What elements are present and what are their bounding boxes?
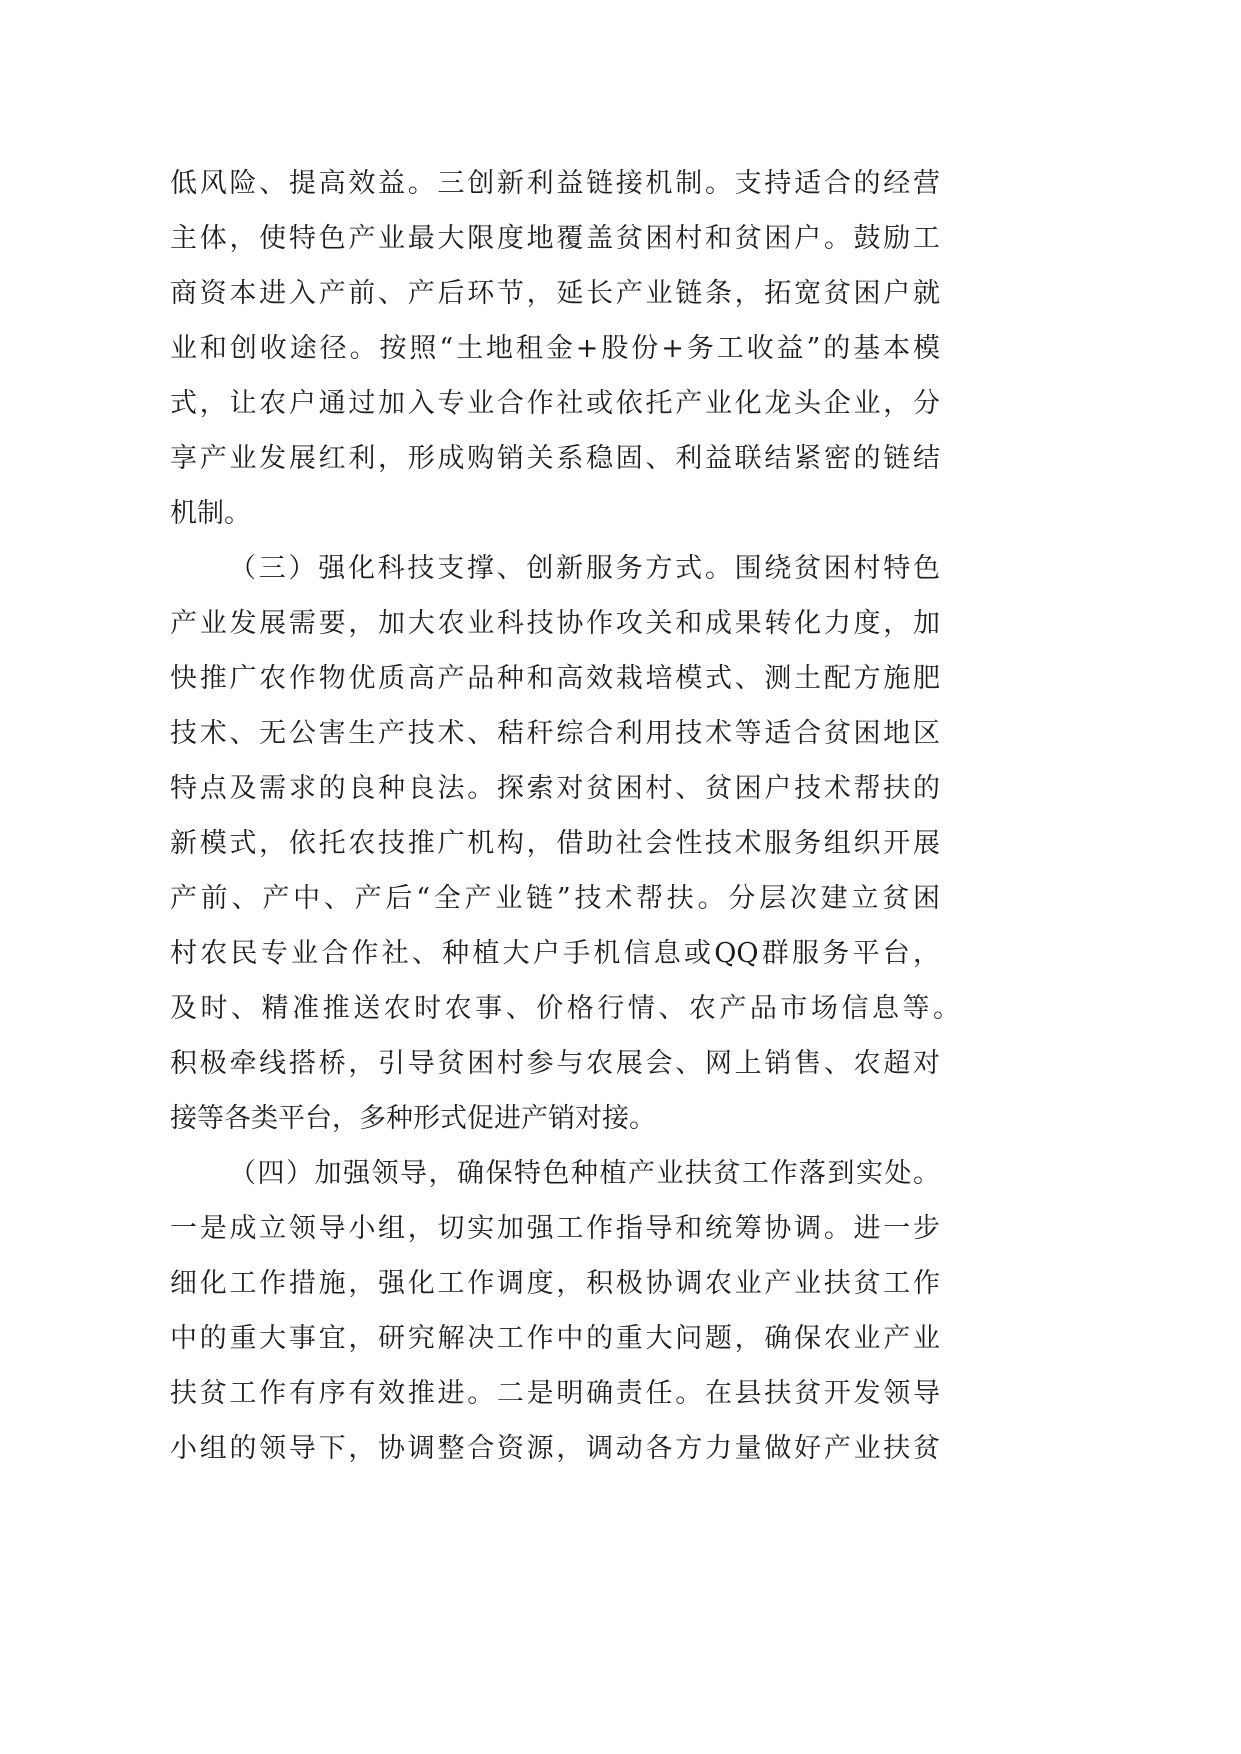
text-line: 细化工作措施，强化工作调度，积极协调农业产业扶贫工作 [170, 1268, 940, 1299]
text-line: 低风险、提高效益。三创新利益链接机制。支持适合的经营 [170, 168, 940, 199]
paragraph-section-3 [170, 541, 970, 1146]
text-line: 业和创收途径。按照“土地租金+股份+务工收益”的基本模 [170, 333, 940, 364]
text-line: 积极牵线搭桥，引导贫困村参与农展会、网上销售、农超对 [170, 1048, 940, 1079]
text-line: 式，让农户通过加入专业合作社或依托产业化龙头企业，分 [170, 388, 940, 419]
text-line: 产业发展需要，加大农业科技协作攻关和成果转化力度，加 [170, 608, 940, 639]
text-line: 享产业发展红利，形成购销关系稳固、利益联结紧密的链结 [170, 443, 940, 474]
text-line: 机制。 [170, 498, 251, 529]
text-line: 快推广农作物优质高产品种和高效栽培模式、测土配方施肥 [170, 663, 940, 694]
section-heading-line: （四）加强领导，确保特色种植产业扶贫工作落到实处。 [229, 1158, 940, 1189]
text-line: 特点及需求的良种良法。探索对贫困村、贫困户技术帮扶的 [170, 773, 940, 804]
text-line: 接等各类平台，多种形式促进产销对接。 [170, 1103, 656, 1134]
text-line: 技术、无公害生产技术、秸秆综合利用技术等适合贫困地区 [170, 718, 940, 749]
text-line: 及时、精准推送农时农事、价格行情、农产品市场信息等。 [170, 993, 960, 1024]
text-line: 小组的领导下，协调整合资源，调动各方力量做好产业扶贫 [170, 1433, 940, 1464]
text-line: 一是成立领导小组，切实加强工作指导和统筹协调。进一步 [170, 1213, 940, 1244]
paragraph-section-4 [170, 1146, 970, 1476]
text-line: 产前、产中、产后“全产业链”技术帮扶。分层次建立贫困 [170, 883, 940, 914]
text-line: 村农民专业合作社、种植大户手机信息或QQ群服务平台， [170, 938, 940, 969]
section-heading-line: （三）强化科技支撑、创新服务方式。围绕贫困村特色 [229, 553, 940, 584]
text-line: 扶贫工作有序有效推进。二是明确责任。在县扶贫开发领导 [170, 1378, 940, 1409]
text-line: 中的重大事宜，研究解决工作中的重大问题，确保农业产业 [170, 1323, 940, 1354]
document-body [170, 156, 970, 1476]
paragraph-continuation [170, 156, 970, 541]
text-line: 主体，使特色产业最大限度地覆盖贫困村和贫困户。鼓励工 [170, 223, 940, 254]
text-line: 新模式，依托农技推广机构，借助社会性技术服务组织开展 [170, 828, 940, 859]
text-line: 商资本进入产前、产后环节，延长产业链条，拓宽贫困户就 [170, 278, 940, 309]
